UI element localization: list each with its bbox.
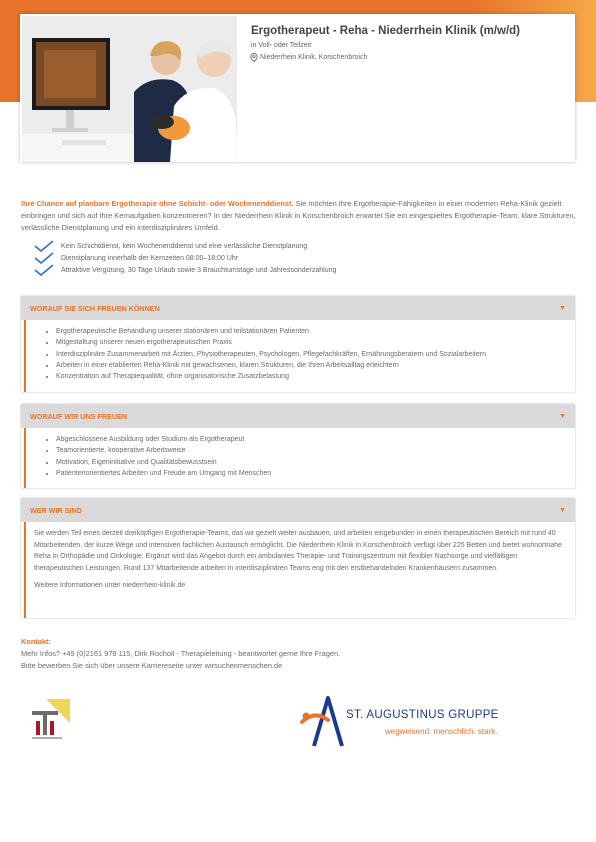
job-location-text: Niederrhein Klinik, Korschenbroich xyxy=(260,54,368,61)
contact-phone-line: Mehr Infos? +49 (0)2161 979 115, Dirk Rocholl - Therapieleitung - beantwortet gerne Ihre Fragen. xyxy=(21,649,341,658)
accordion-body-tasks xyxy=(24,320,575,392)
profile-list xyxy=(46,434,565,479)
intro-body: Sie möchten Ihre Ergotherapie-Fähigkeiten in einer modernen Reha-Klinik gezielt einbringen und sich auf Ihre Kernaufgaben konzentrieren? In der Niederrhein Klinik in Korschenbroich erwartet Sie ein eingespieltes Ergotherapie-Team, klare Strukturen, verlässliche Dienstplanung und ein interdisziplinäres Umfeld. xyxy=(21,199,576,232)
accordion-body-profile xyxy=(24,428,575,488)
accordion-body-about xyxy=(24,522,575,618)
checklist-item-text: Kein Schichtdienst, kein Wochenenddienst und eine verlässliche Dienstplanung xyxy=(61,242,308,250)
list-item: • Mitgestaltung unserer neuen ergotherapeutischen Praxis xyxy=(56,337,565,348)
about-more-link[interactable]: Weitere Informationen unter niederrhein-klinik.de xyxy=(34,582,186,590)
list-item: • Patientenorientiertes Arbeiten und Freude am Umgang mit Menschen xyxy=(56,468,565,479)
contact-block xyxy=(21,636,340,672)
accordion-title: WER WIR SIND xyxy=(30,505,82,515)
therapy-scene-image xyxy=(22,16,237,162)
accordion-title: WORAUF WIR UNS FREUEN xyxy=(30,411,128,421)
clinic-logo-icon xyxy=(26,697,72,743)
accordion-about xyxy=(21,498,575,618)
accordion-profile xyxy=(21,404,575,488)
job-location xyxy=(250,53,367,62)
intro-text xyxy=(21,198,576,234)
clinic-logo xyxy=(26,697,72,743)
list-item: • Motivation, Eigeninitiative und Qualitätsbewusstsein xyxy=(56,457,565,468)
chevron-down-icon[interactable]: ▼ xyxy=(559,506,566,514)
benefit-checklist xyxy=(34,240,336,276)
accordion-header-tasks[interactable] xyxy=(21,296,575,320)
list-item: • Ergotherapeutische Behandlung unserer stationären und teilstationären Patienten xyxy=(56,326,565,337)
checklist-item-text: Dienstplanung innerhalb der Kernzeiten 08:00–18:00 Uhr xyxy=(61,254,239,262)
contact-apply-line[interactable]: Bitte bewerben Sie sich über unsere Karriereseite unter wirsuchenmenschen.de xyxy=(21,661,283,670)
checklist-item xyxy=(34,240,336,252)
checklist-item xyxy=(34,264,336,276)
about-paragraph: Sie werden Teil eines derzeit dreiköpfigen Ergotherapie-Teams, das wir gezielt weiter ausbauen, und arbeiten eingebunden in einen therapeutischen Bereich mit rund 40 Mitarbeitenden, der kurze Wege und intensiven fachlichen Austausch ermöglicht. Die Niederrhein Klinik in Korschenbroich verfügt über 225 Betten und bietet wohnortnahe Reha in Orthopädie und Onkologie. Ergänzt wird das Angebot durch ein ambulantes Therapie- und Trainingszentrum mit flexibler Nachsorge und vielfältigen therapeutischen Leistungen. Rund 137 Mitarbeitende arbeiten in interdisziplinären Teams eng mit den erstbehandelnden Krankenhäusern zusammen. xyxy=(34,530,562,572)
checkmark-icon xyxy=(34,264,54,276)
task-list xyxy=(46,326,565,382)
list-item: • Arbeiten in einer etablierten Reha-Klinik mit gewachsenen, klaren Strukturen, die Ihren Arbeitsalltag erleichtern xyxy=(56,360,565,371)
location-pin-icon xyxy=(250,53,258,62)
brand-claim: wegweisend. menschlich. stark. xyxy=(385,727,498,736)
intro-highlight: Ihre Chance auf planbare Ergotherapie ohne Schicht- oder Wochenenddienst. xyxy=(21,199,294,208)
checklist-item xyxy=(34,252,336,264)
job-title: Ergotherapeut - Reha - Niederrhein Klinik (m/w/d) xyxy=(251,25,521,37)
chevron-down-icon[interactable]: ▼ xyxy=(559,304,566,312)
checkmark-icon xyxy=(34,252,54,264)
accordion-header-profile[interactable] xyxy=(21,404,575,428)
checkmark-icon xyxy=(34,240,54,252)
chevron-down-icon[interactable]: ▼ xyxy=(559,412,566,420)
contact-label: Kontakt: xyxy=(21,637,51,646)
checklist-item-text: Attraktive Vergütung, 30 Tage Urlaub sowie 3 Brauchtumstage und Jahressonderzahlung xyxy=(61,266,337,274)
brand-name: ST. AUGUSTINUS GRUPPE xyxy=(346,709,499,721)
list-item: • Teamorientierte, kooperative Arbeitsweise xyxy=(56,445,565,456)
accordion-title: WORAUF SIE SICH FREUEN KÖNNEN xyxy=(30,303,160,313)
header-photo xyxy=(22,16,237,162)
list-item: • Abgeschlossene Ausbildung oder Studium als Ergotherapeut xyxy=(56,434,565,445)
list-item: • Konzentration auf Therapiequalität, ohne organisatorische Zusatzbelastung xyxy=(56,371,565,382)
accordion-tasks xyxy=(21,296,575,392)
accordion-header-about[interactable] xyxy=(21,498,575,522)
employment-type: in Voll- oder Teilzeit xyxy=(251,42,312,49)
list-item: • Interdisziplinäre Zusammenarbeit mit Ärzten, Physiotherapeuten, Psychologen, Pflegefachkräften, Ernährungsberatern und Sozialarbeitern xyxy=(56,349,565,360)
